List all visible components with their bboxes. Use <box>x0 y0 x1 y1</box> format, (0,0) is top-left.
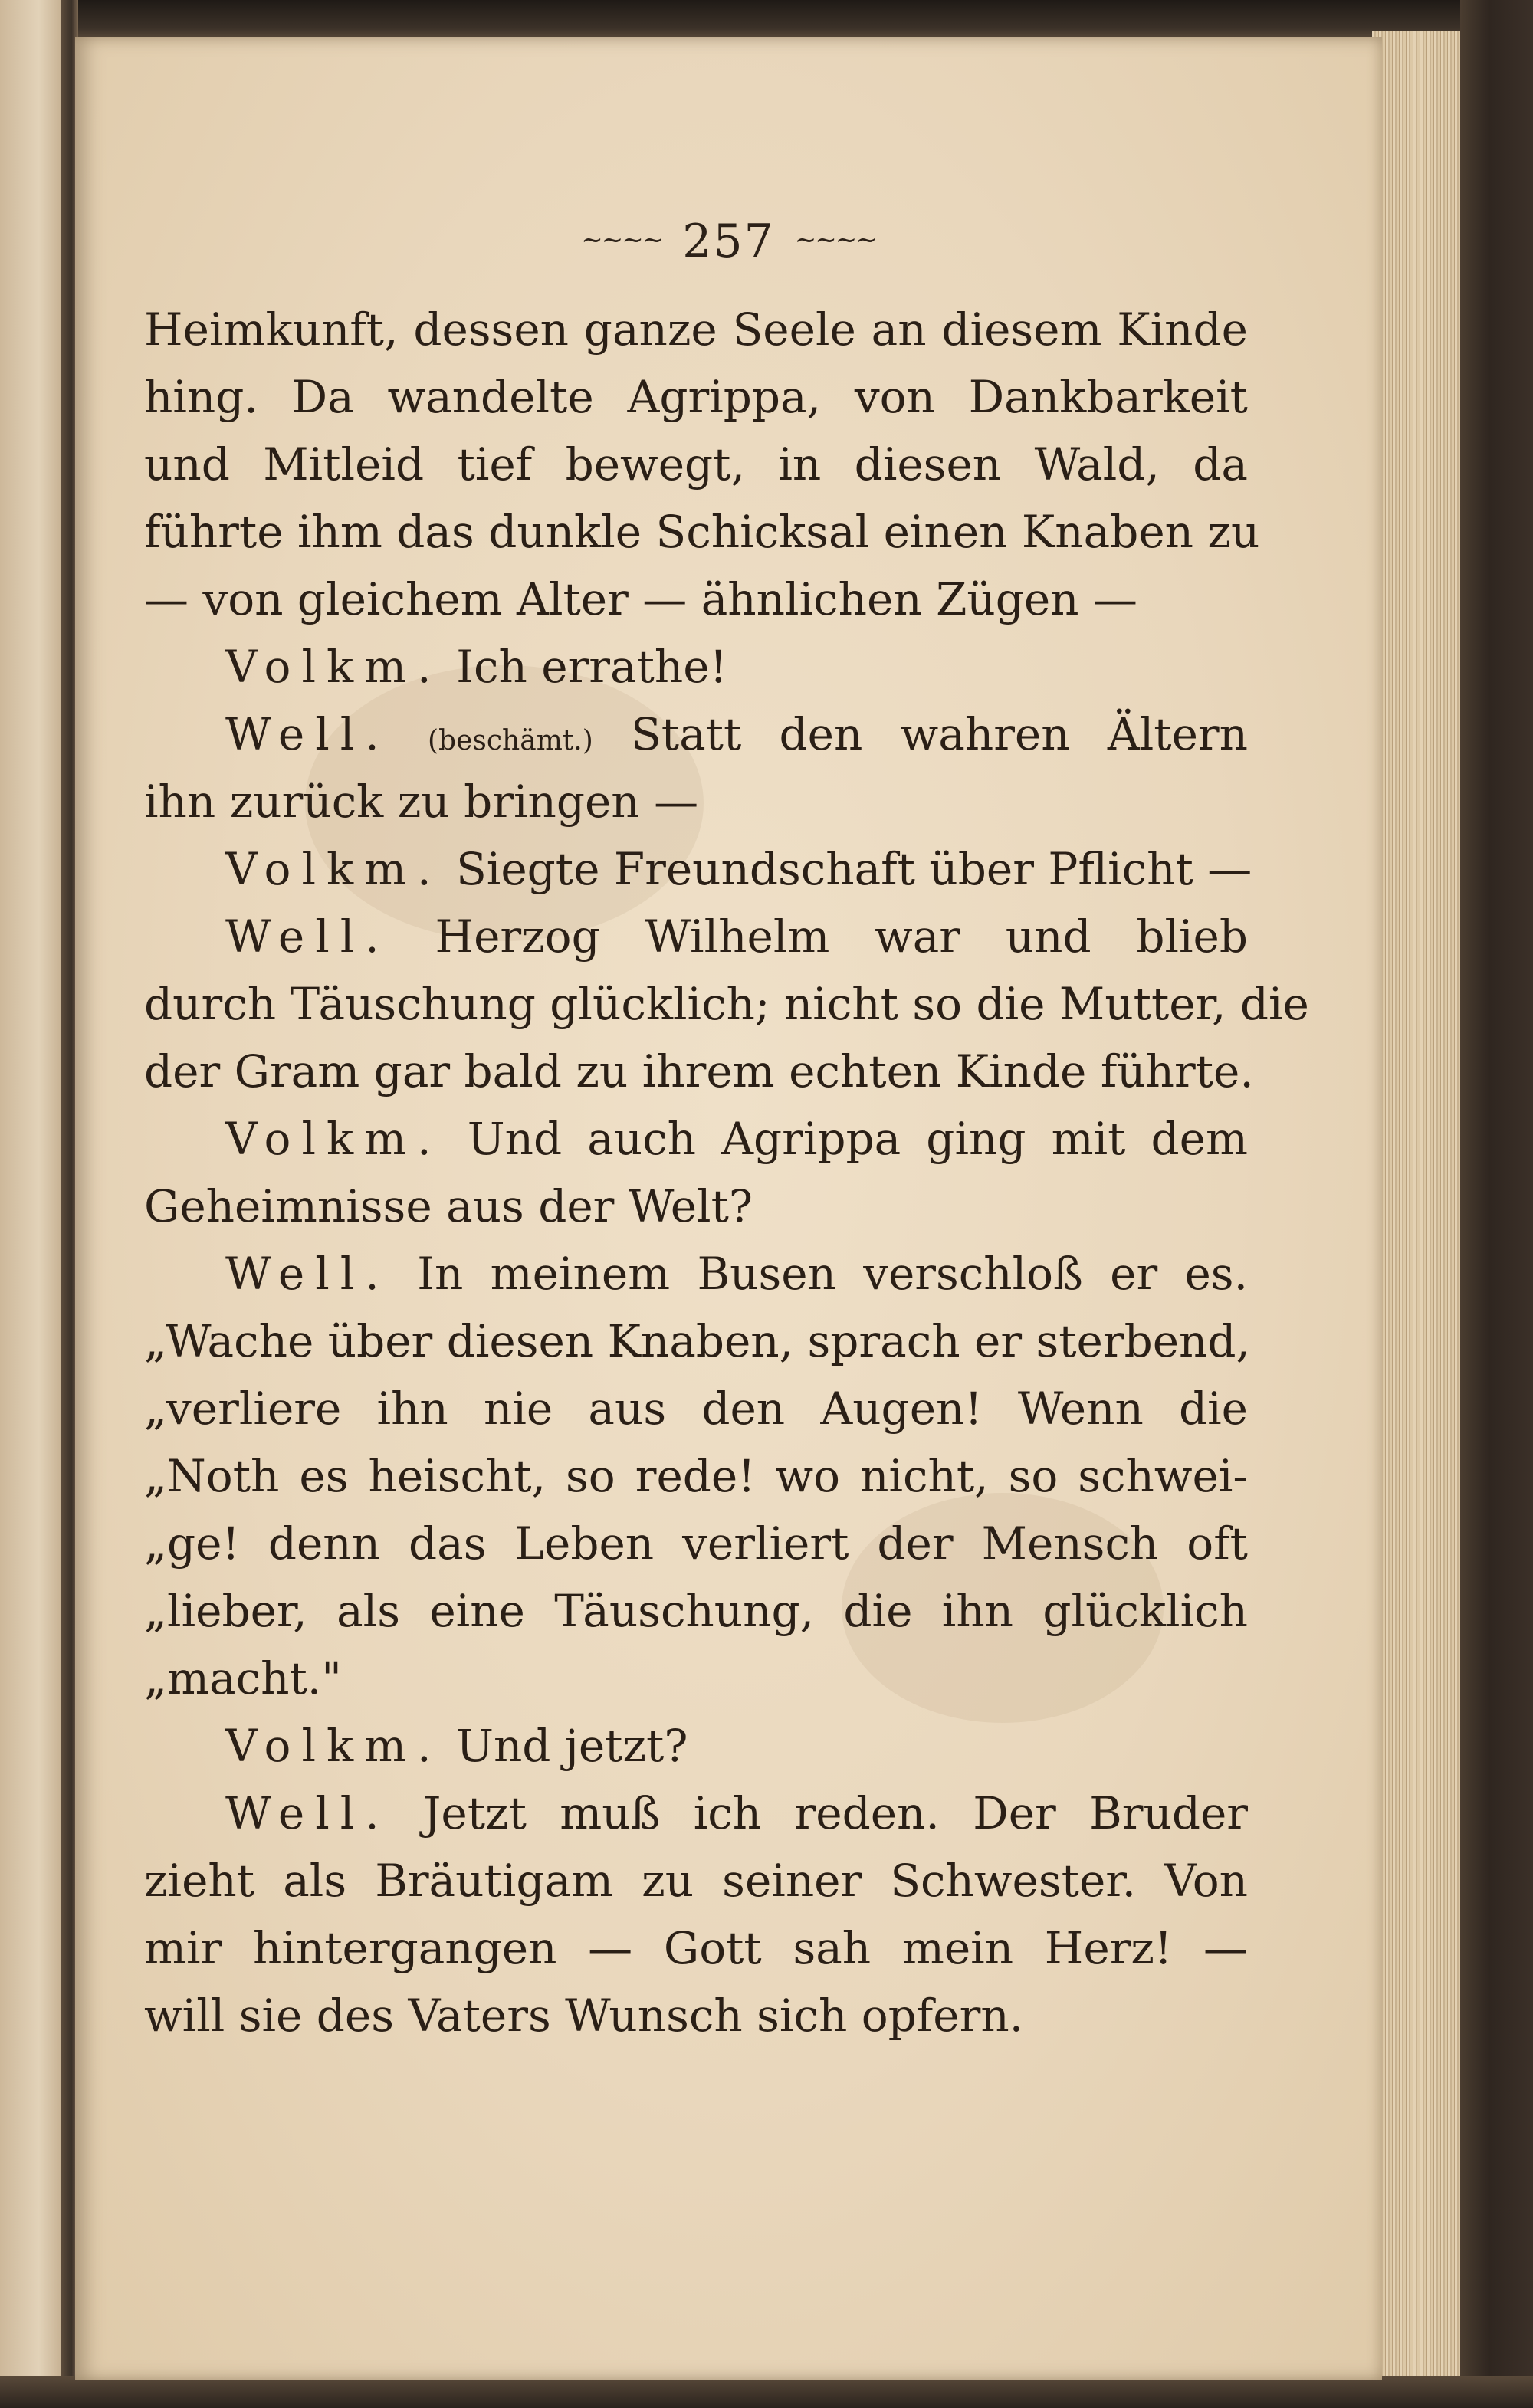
speaker-name: Volkm. <box>225 843 442 895</box>
text-line: und Mitleid tief bewegt, in diesen Wald, da <box>144 438 1248 490</box>
text-line: mir hintergangen — Gott sah mein Herz! — <box>144 1922 1248 1974</box>
page-header <box>75 215 1382 268</box>
text-line: durch Täuschung glücklich; nicht so die Mutter, die <box>144 978 1309 1030</box>
page-fore-edge <box>1372 31 1464 2390</box>
text-line: will sie des Vaters Wunsch sich opfern. <box>144 1990 1024 2042</box>
left-facing-page-edge <box>0 0 71 2408</box>
text-line: hing. Da wandelte Agrippa, von Dankbarkeit <box>144 371 1248 423</box>
book-cover-bottom <box>0 2376 1533 2408</box>
speaker-name: Well. <box>225 1787 390 1839</box>
speaker-name: Volkm. <box>225 641 442 693</box>
dialogue-line: Well. Jetzt muß ich reden. Der Bruder <box>225 1787 1249 1839</box>
dialogue-line: Volkm. Ich errathe! <box>225 641 727 693</box>
text-line: „verliere ihn nie aus den Augen! Wenn die <box>144 1383 1248 1435</box>
page-body-text <box>144 296 1309 2049</box>
text-line: Heimkunft, dessen ganze Seele an diesem Kinde <box>144 303 1248 356</box>
text-line: „ge! denn das Leben verliert der Mensch oft <box>144 1517 1248 1570</box>
text-line: führte ihm das dunkle Schicksal einen Knaben zu <box>144 506 1260 558</box>
text-line: Geheimnisse aus der Welt? <box>144 1180 753 1232</box>
speaker-name: Volkm. <box>225 1113 442 1165</box>
dialogue-line: Well. In meinem Busen verschloß er es. <box>225 1248 1249 1300</box>
text-line: „Noth es heischt, so rede! wo nicht, so schwei- <box>144 1450 1248 1502</box>
book-cover-top <box>0 0 1533 40</box>
dialogue-line: Well. (beschämt.) Statt den wahren Ältern <box>225 708 1249 760</box>
speaker-name: Well. <box>225 910 390 963</box>
header-ornament-right: ~~~~ <box>794 225 876 256</box>
book-page <box>75 37 1382 2380</box>
text-line: „lieber, als eine Täuschung, die ihn glücklich <box>144 1585 1248 1637</box>
stage-direction: (beschämt.) <box>428 725 593 756</box>
text-line: „Wache über diesen Knaben, sprach er sterbend, <box>144 1315 1250 1367</box>
dialogue-line: Volkm. Und auch Agrippa ging mit dem <box>225 1113 1248 1165</box>
text-line: — von gleichem Alter — ähnlichen Zügen — <box>144 573 1137 625</box>
book-cover-right <box>1460 0 1533 2408</box>
text-line: ihn zurück zu bringen — <box>144 776 699 828</box>
page-number: 257 <box>682 215 775 268</box>
speaker-name: Well. <box>225 1248 390 1300</box>
dialogue-line: Volkm. Siegte Freundschaft über Pflicht — <box>225 843 1252 895</box>
text-line: der Gram gar bald zu ihrem echten Kinde führte. <box>144 1045 1254 1097</box>
header-ornament-left: ~~~~ <box>581 225 663 256</box>
text-line: zieht als Bräutigam zu seiner Schwester. Von <box>144 1855 1248 1907</box>
speaker-name: Volkm. <box>225 1720 442 1772</box>
dialogue-line: Well. Herzog Wilhelm war und blieb <box>225 910 1249 963</box>
speaker-name: Well. <box>225 708 390 760</box>
dialogue-line: Volkm. Und jetzt? <box>225 1720 688 1772</box>
text-line: „macht." <box>144 1652 342 1704</box>
